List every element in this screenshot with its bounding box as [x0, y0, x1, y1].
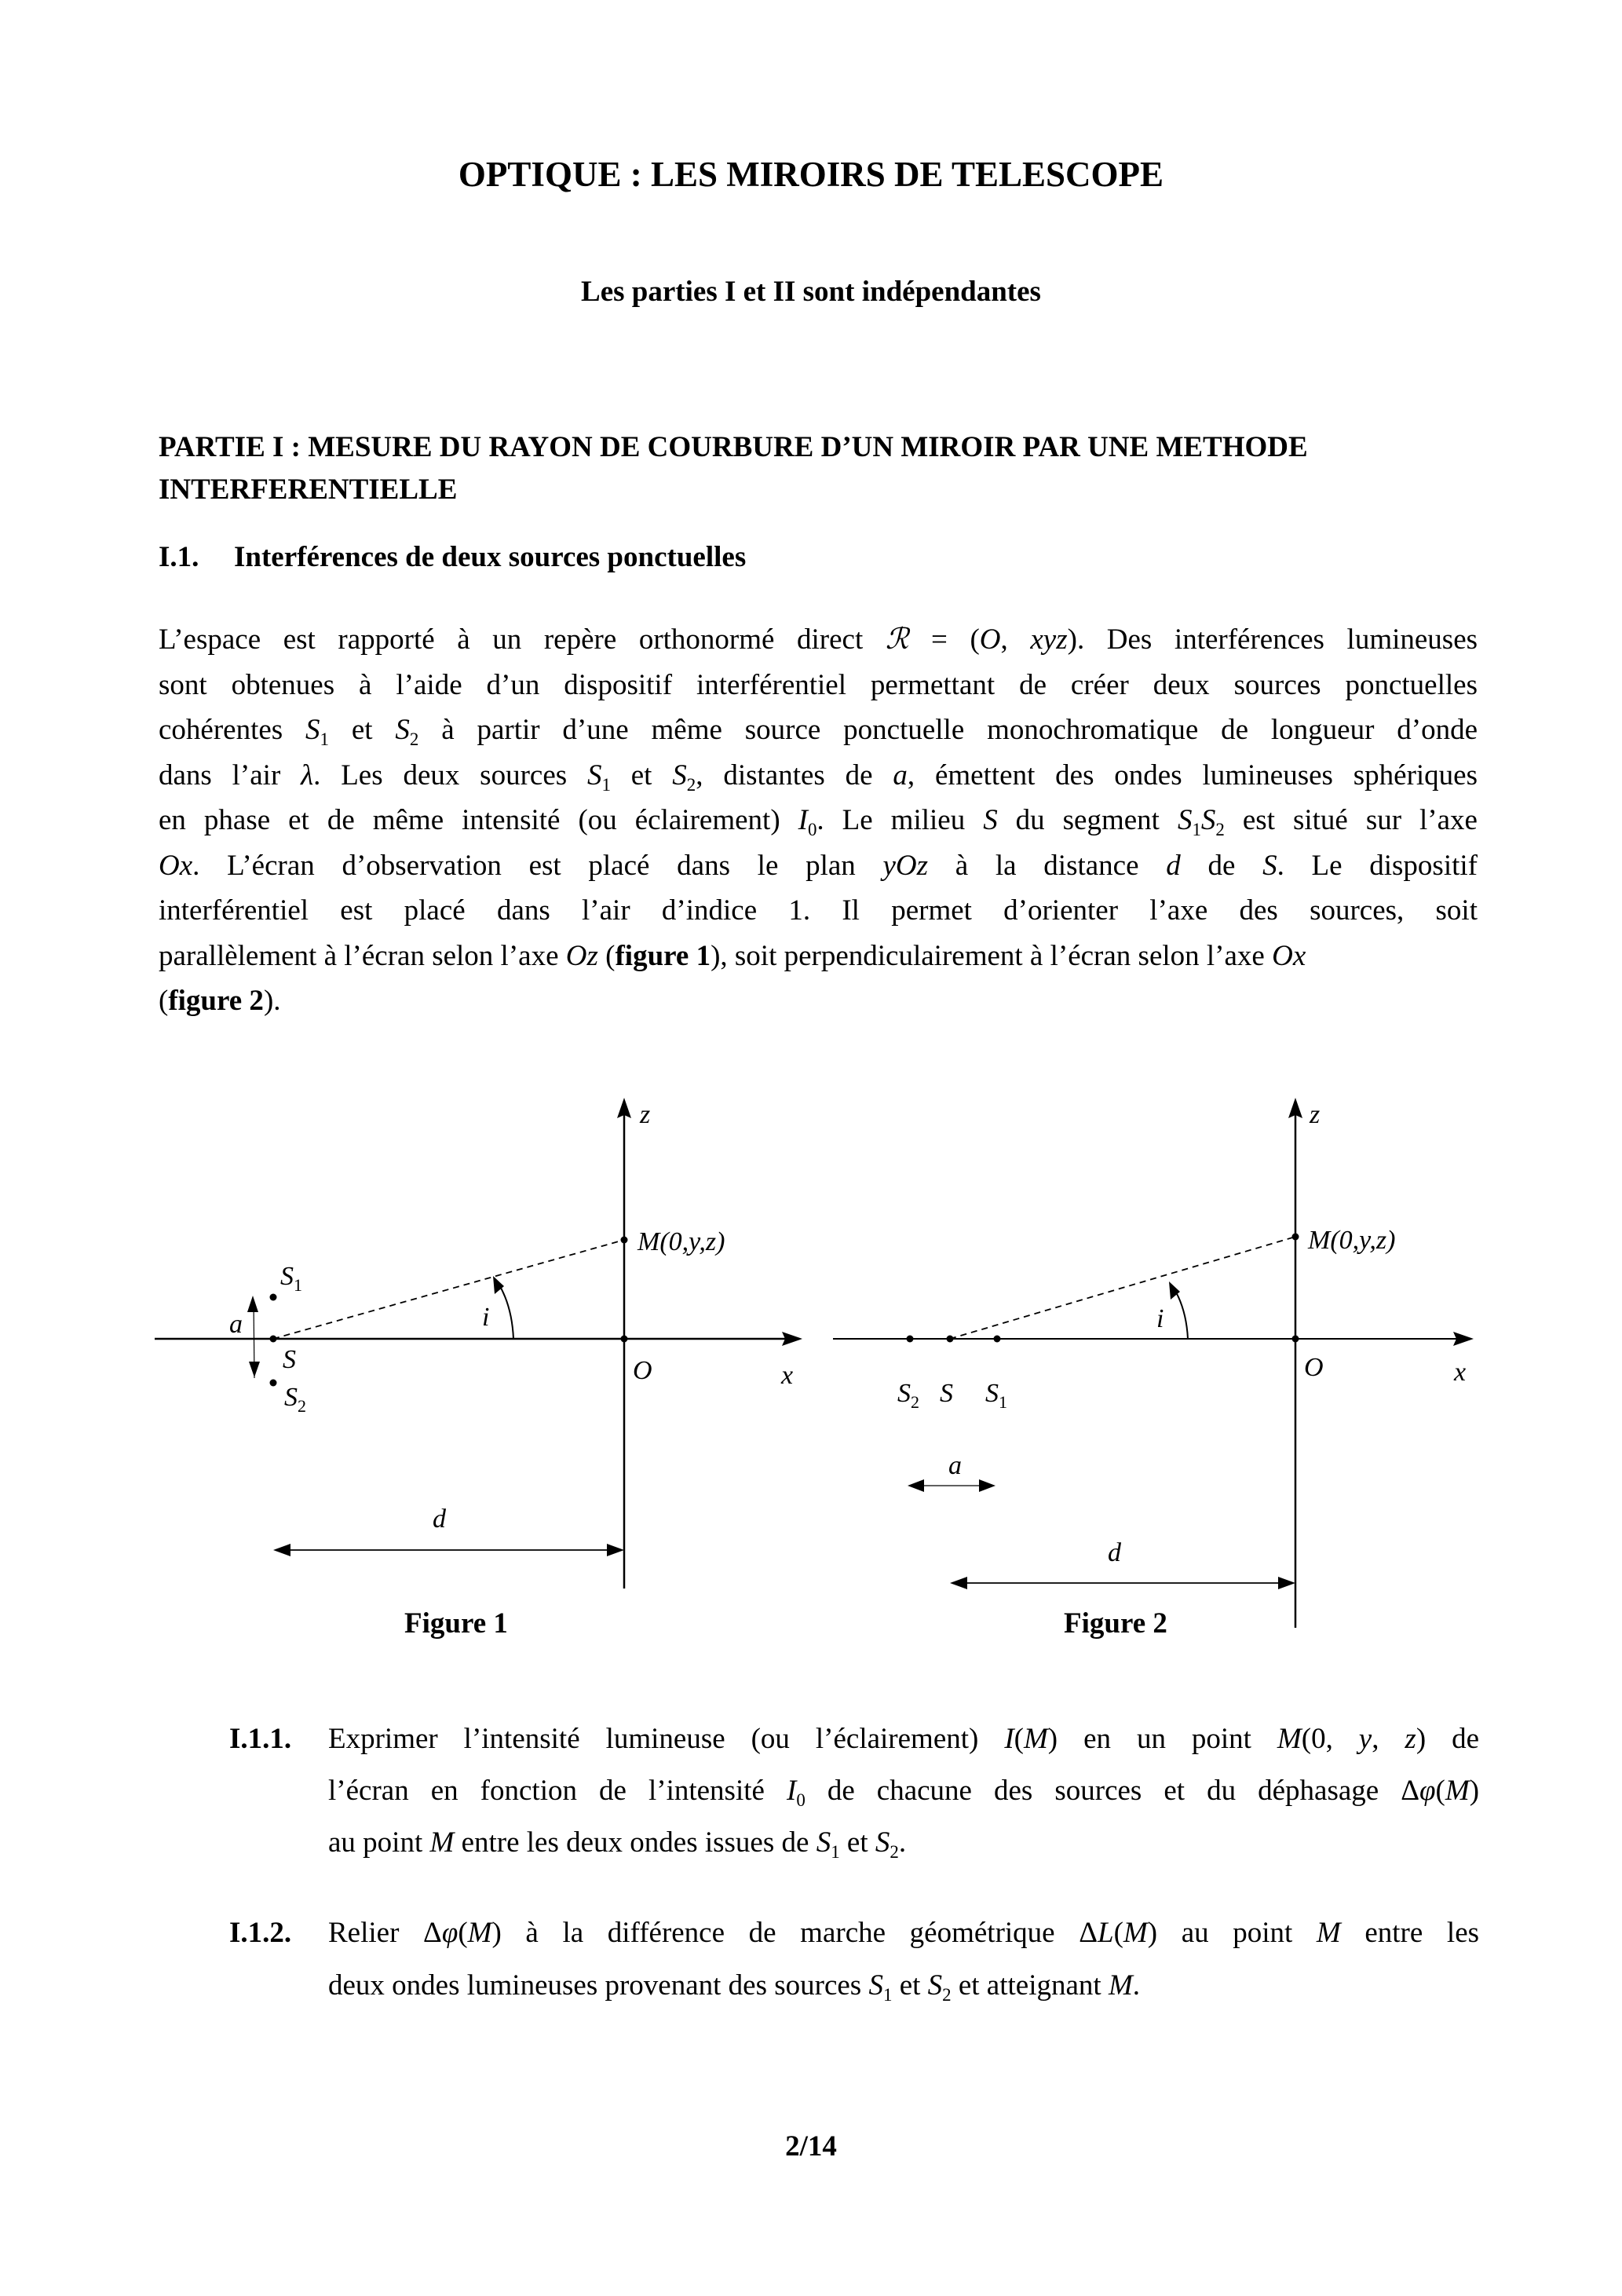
fig1-point-O [621, 1336, 628, 1343]
math-expression: Δφ(M) [1401, 1775, 1480, 1807]
figure-2-caption: Figure 2 [1064, 1607, 1167, 1640]
fig1-point-S [270, 1336, 277, 1343]
fig2-point-S1 [994, 1336, 1001, 1343]
math-expression: ℛ = (O, xyz) [885, 623, 1077, 656]
figure-1 [155, 1098, 802, 1589]
fig1-a-arrowhead-down [249, 1362, 260, 1377]
math-expression: M [1316, 1917, 1341, 1949]
page-number: 2/14 [785, 2130, 837, 2163]
fig1-label-i: i [482, 1303, 490, 1332]
fig1-a-arrowhead-up [247, 1296, 258, 1312]
fig1-label-M: M(0,y,z) [637, 1227, 725, 1256]
fig2-d-arrowhead-left [950, 1577, 967, 1589]
math-expression: Ox [1272, 939, 1306, 972]
question-number: I.1.1. [229, 1723, 292, 1755]
bold-reference: figure 1 [615, 939, 711, 972]
fig2-point-S [947, 1336, 954, 1343]
math-expression: $S_2$ [672, 759, 696, 795]
math-expression: M [429, 1826, 455, 1859]
fig2-point-S2 [907, 1336, 914, 1343]
fig1-label-S: S [283, 1345, 296, 1374]
bold-reference: figure 2 [168, 985, 264, 1017]
document-subtitle: Les parties I et II sont indépendantes [581, 276, 1041, 308]
section-title: Interférences de deux sources ponctuelles [234, 541, 747, 573]
fig1-label-O: O [633, 1356, 652, 1385]
math-expression: d [1166, 849, 1181, 882]
fig1-label-S1: $S_1$ [280, 1262, 302, 1295]
paragraph-line: cohérentes $S_1$ et $S_2$ à partir d’une même source ponctuelle monochromatique de longueur d’onde [159, 714, 1478, 750]
paragraph-line: en phase et de même intensité (ou éclairement) $I_0$. Le milieu S du segment $S_1S_2$ est situé sur l’axe [159, 804, 1478, 840]
fig1-point-S1 [270, 1294, 277, 1301]
math-expression: M [1108, 1969, 1133, 2002]
math-expression: M(0, y, z) [1277, 1723, 1427, 1755]
fig1-point-S2 [270, 1380, 277, 1387]
part-heading: PARTIE I : MESURE DU RAYON DE COURBURE D’UN MIROIR PAR UNE METHODE INTERFERENTIELLE [159, 431, 1308, 506]
math-expression: $S_1$ [816, 1826, 840, 1863]
question-line: Exprimer l’intensité lumineuse (ou l’éclairement) I(M) en un point M(0, y, z) de [328, 1723, 1480, 1755]
math-expression: $I_0$ [798, 804, 817, 840]
fig2-label-O: O [1304, 1353, 1324, 1382]
math-expression: ΔL(M) [1079, 1917, 1158, 1949]
math-expression: Δφ(M) [423, 1917, 502, 1949]
section-number: I.1. [159, 541, 199, 573]
question-line: deux ondes lumineuses provenant des sources $S_1$ et $S_2$ et atteignant M. [328, 1969, 1141, 2005]
fig1-label-d: d [433, 1504, 446, 1534]
paragraph-line: parallèlement à l’écran selon l’axe Oz (figure 1), soit perpendiculairement à l’écran selon l’axe Ox [159, 939, 1306, 972]
figure-1-caption: Figure 1 [404, 1607, 508, 1640]
math-expression: $S_1$ [868, 1969, 893, 2005]
question-line: l’écran en fonction de l’intensité $I_0$ de chacune des sources et du déphasage Δφ(M) [328, 1775, 1480, 1811]
question-number: I.1.2. [229, 1917, 292, 1949]
paragraph-line: (figure 2). [159, 985, 281, 1017]
question-line: au point M entre les deux ondes issues de $S_1$ et $S_2$. [328, 1826, 907, 1863]
paragraph-line: interférentiel est placé dans l’air d’indice 1. Il permet d’orienter l’axe des sources, soit [159, 894, 1478, 927]
figure-2 [833, 1098, 1474, 1628]
fig2-label-i: i [1156, 1304, 1164, 1333]
paragraph-line: L’espace est rapporté à un repère orthonormé direct ℛ = (O, xyz). Des interférences lumineuses [159, 623, 1478, 656]
fig2-point-O [1292, 1336, 1299, 1343]
fig2-d-arrowhead-right [1278, 1577, 1295, 1589]
math-expression: yOz [882, 849, 929, 882]
fig1-label-a: a [229, 1310, 243, 1339]
fig2-a-arrowhead-right [979, 1479, 995, 1492]
fig2-label-S2: $S_2$ [897, 1379, 919, 1412]
math-expression: $S_2$ [395, 714, 419, 750]
math-expression: $S_1S_2$ [1177, 804, 1225, 840]
math-expression: $S_2$ [927, 1969, 952, 2005]
fig2-a-arrowhead-left [908, 1479, 924, 1492]
paragraph-line: dans l’air λ. Les deux sources $S_1$ et $S_2$, distantes de a, émettent des ondes lumineuses sphériques [159, 759, 1478, 795]
paragraph-line: sont obtenues à l’aide d’un dispositif interférentiel permettant de créer deux sources ponctuelles [159, 668, 1478, 701]
math-expression: Ox [159, 849, 193, 882]
question-line: Relier Δφ(M) à la différence de marche géométrique ΔL(M) au point M entre les [328, 1917, 1480, 1949]
fig2-label-a: a [948, 1451, 962, 1480]
paragraph-line: Ox. L’écran d’observation est placé dans le plan yOz à la distance d de S. Le dispositif [159, 849, 1478, 882]
math-expression: Oz [565, 939, 598, 972]
fig1-ray-dashed [273, 1240, 624, 1339]
math-expression: S [1262, 849, 1277, 882]
fig2-label-M: M(0,y,z) [1308, 1226, 1396, 1255]
math-expression: S [983, 804, 998, 836]
fig1-label-S2: $S_2$ [284, 1383, 306, 1416]
fig2-ray-dashed [950, 1237, 1295, 1339]
document-title: OPTIQUE : LES MIROIRS DE TELESCOPE [458, 155, 1164, 194]
fig1-label-z: z [640, 1100, 651, 1129]
fig1-d-arrowhead-right [607, 1544, 624, 1556]
fig2-label-S1: $S_1$ [985, 1379, 1007, 1412]
fig1-point-M [621, 1237, 628, 1244]
math-expression: λ [301, 759, 314, 792]
math-expression: $S_2$ [875, 1826, 899, 1863]
fig2-label-x: x [1454, 1358, 1467, 1387]
math-expression: $S_1$ [586, 759, 611, 795]
math-expression: a [893, 759, 908, 792]
math-expression: $I_0$ [786, 1775, 806, 1811]
fig1-label-x: x [781, 1361, 794, 1390]
fig2-point-M [1292, 1234, 1299, 1241]
fig1-d-arrowhead-left [273, 1544, 290, 1556]
fig2-label-d: d [1108, 1538, 1121, 1567]
fig2-label-z: z [1310, 1100, 1321, 1129]
fig2-label-S: S [940, 1379, 953, 1408]
math-expression: $S_1$ [305, 714, 329, 750]
math-expression: I(M) [1004, 1723, 1058, 1755]
